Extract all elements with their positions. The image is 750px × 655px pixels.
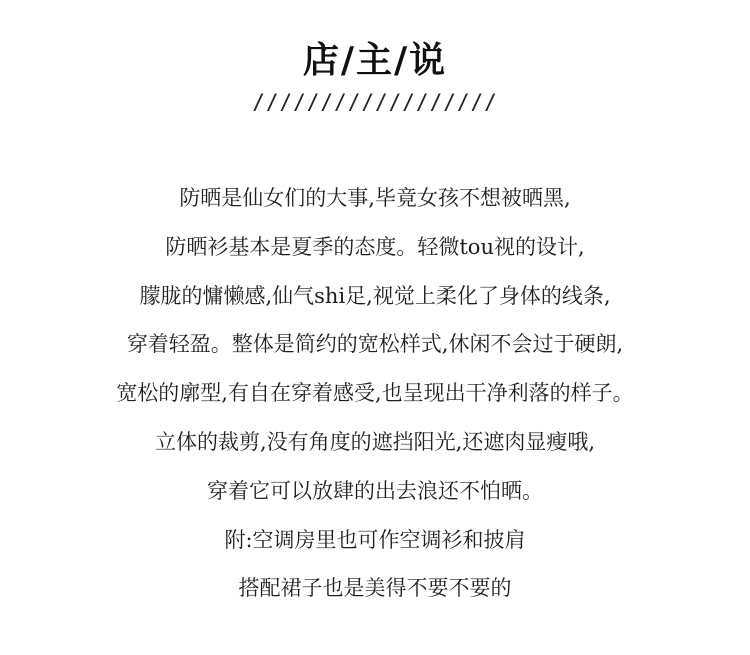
description-line: 附:空调房里也可作空调衫和披肩 <box>224 527 526 552</box>
description-text-block <box>0 178 750 617</box>
page-title: 店/主/说 <box>302 40 448 81</box>
description-line: 穿着轻盈。整体是简约的宽松样式,休闲不会过于硬朗, <box>126 332 624 357</box>
description-line: 穿着它可以放肆的出去浪还不怕晒。 <box>207 478 543 503</box>
description-line: 宽松的廓型,有自在穿着感受,也呈现出干净利落的样子。 <box>116 381 634 406</box>
description-line: 立体的裁剪,没有角度的遮挡阳光,还遮肉显瘦哦, <box>154 429 596 454</box>
description-line: 防晒是仙女们的大事,毕竟女孩不想被晒黑, <box>179 186 571 210</box>
title-divider: ////////////////// <box>252 90 498 114</box>
description-line: 朦胧的慵懒感,仙气shi足,视觉上柔化了身体的线条, <box>139 283 611 308</box>
description-line: 搭配裙子也是美得不要不要的 <box>238 576 512 601</box>
description-line: 防晒衫基本是夏季的态度。轻微tou视的设计, <box>165 234 585 259</box>
